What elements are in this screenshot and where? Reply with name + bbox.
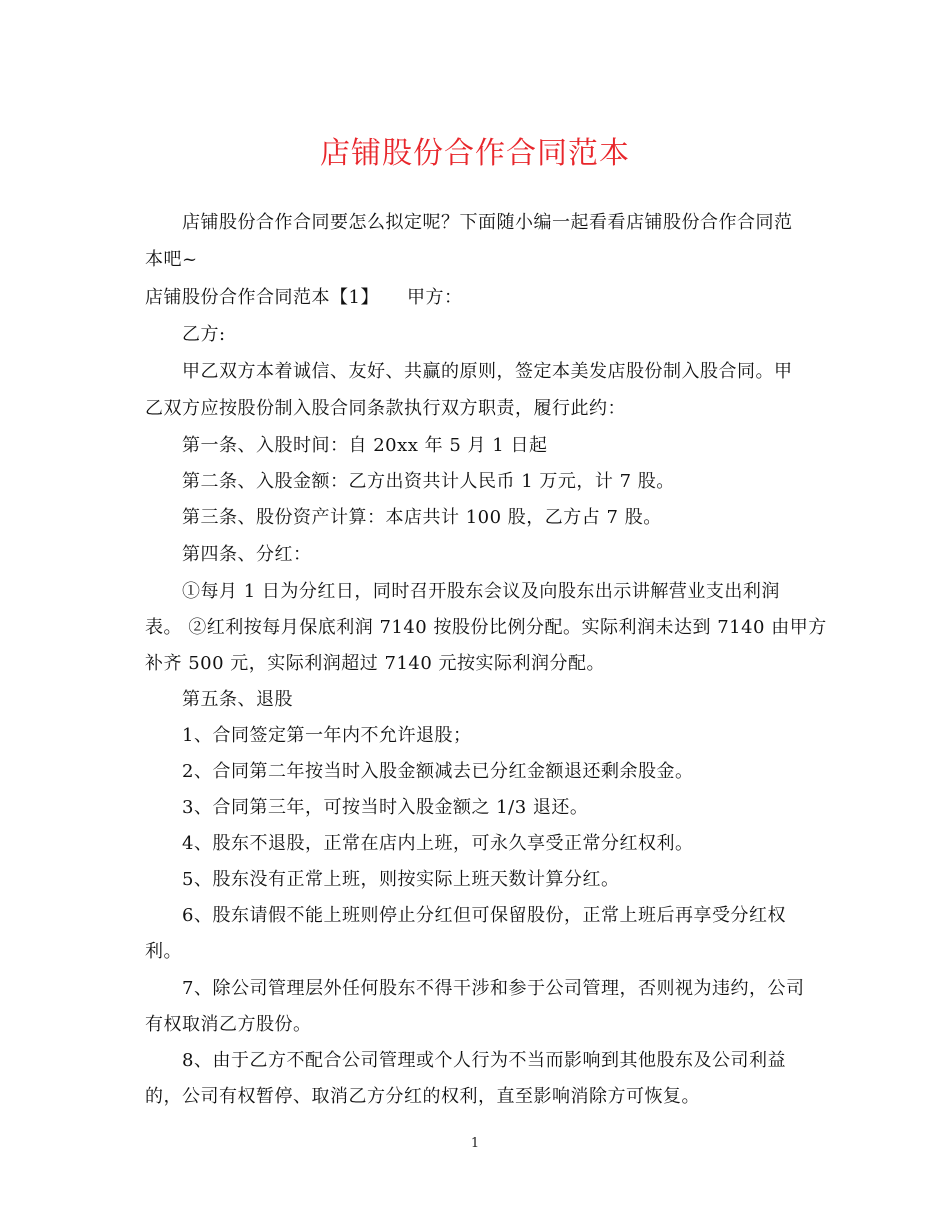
- paragraph-line: 店铺股份合作合同范本【1】 甲方：: [145, 287, 463, 308]
- paragraph-line: 的，公司有权暂停、取消乙方分红的权利，直至影响消除方可恢复。: [145, 1086, 700, 1107]
- paragraph-line: 有权取消乙方股份。: [145, 1014, 312, 1035]
- paragraph-line: ①每月 1 日为分红日，同时召开股东会议及向股东出示讲解营业支出利润: [182, 581, 780, 602]
- document-title: 店铺股份合作合同范本: [320, 136, 630, 171]
- paragraph-line: 补齐 500 元，实际利润超过 7140 元按实际利润分配。: [145, 653, 606, 674]
- paragraph-line: 店铺股份合作合同要怎么拟定呢？下面随小编一起看看店铺股份合作合同范: [182, 212, 793, 233]
- paragraph-line: 利。: [145, 941, 182, 962]
- paragraph-line: 第三条、股份资产计算：本店共计 100 股，乙方占 7 股。: [182, 507, 662, 528]
- paragraph-line: 2、合同第二年按当时入股金额减去已分红金额退还剩余股金。: [182, 761, 694, 782]
- paragraph-line: 本吧~: [145, 249, 198, 270]
- paragraph-line: 乙双方应按股份制入股合同条款执行双方职责，履行此约：: [145, 398, 626, 419]
- page-number: 1: [470, 1136, 480, 1151]
- paragraph-line: 表。 ②红利按每月保底利润 7140 按股份比例分配。实际利润未达到 7140 由甲方: [145, 617, 827, 638]
- paragraph-line: 甲乙双方本着诚信、友好、共赢的原则，签定本美发店股份制入股合同。甲: [182, 361, 793, 382]
- paragraph-line: 第一条、入股时间：自 20xx 年 5 月 1 日起: [182, 435, 548, 456]
- paragraph-line: 1、合同签定第一年内不允许退股；: [182, 725, 472, 746]
- paragraph-line: 7、除公司管理层外任何股东不得干涉和参于公司管理，否则视为违约，公司: [182, 978, 805, 999]
- paragraph-line: 第四条、分红：: [182, 544, 312, 565]
- paragraph-line: 3、合同第三年，可按当时入股金额之 1/3 退还。: [182, 797, 589, 818]
- paragraph-line: 8、由于乙方不配合公司管理或个人行为不当而影响到其他股东及公司利益: [182, 1050, 786, 1071]
- paragraph-line: 5、股东没有正常上班，则按实际上班天数计算分红。: [182, 869, 620, 890]
- paragraph-line: 4、股东不退股，正常在店内上班，可永久享受正常分红权利。: [182, 833, 694, 854]
- paragraph-line: 第五条、退股: [182, 689, 293, 710]
- paragraph-line: 乙方:: [182, 324, 226, 345]
- paragraph-line: 第二条、入股金额：乙方出资共计人民币 1 万元，计 7 股。: [182, 471, 675, 492]
- paragraph-line: 6、股东请假不能上班则停止分红但可保留股份，正常上班后再享受分红权: [182, 905, 786, 926]
